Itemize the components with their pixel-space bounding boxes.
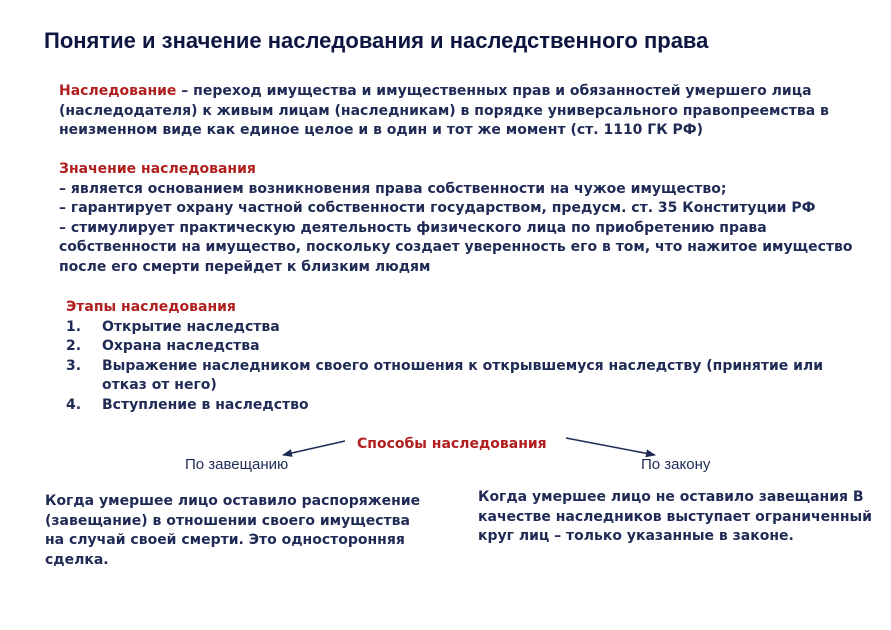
significance-heading: Значение наследования: [59, 161, 256, 177]
stage-text: Открытие наследства: [102, 318, 280, 335]
arrow-to-will: [283, 441, 345, 455]
by-will-label: По завещанию: [185, 456, 289, 473]
significance-item: – стимулирует практическую деятельность физического лица по приобретению права собственности на имущество, поскольку создает уверенность его в том, что нажитое имущество после его смерти перейдет к близким людям: [59, 219, 853, 275]
definition-term: Наследование: [59, 83, 177, 99]
stage-number: 1.: [66, 318, 82, 335]
stage-text: Вступление в наследство: [102, 396, 309, 413]
by-will-description: Когда умершее лицо оставило распоряжение (завещание) в отношении своего имущества на случай своей смерти. Это односторонняя сделка.: [45, 493, 421, 568]
stage-number: 3.: [66, 357, 82, 374]
page-title: Понятие и значение наследования и наследственного права: [44, 28, 709, 53]
significance-item: – гарантирует охрану частной собственности государством, предусм. ст. 35 Конституции РФ: [59, 200, 816, 216]
stage-text: Выражение наследником своего отношения к открывшемуся наследству (принятие или отказ от него): [102, 357, 824, 393]
significance-item: – является основанием возникновения права собственности на чужое имущество;: [59, 180, 727, 197]
stage-text: Охрана наследства: [102, 338, 260, 354]
definition-text: – переход имущества и имущественных прав и обязанностей умершего лица (наследодателя) к живым лицам (наследникам) в порядке универсального правопреемства в неизменном виде как единое целое и в один и тот же момент (ст. 1110 ГК РФ): [59, 83, 829, 138]
stages-heading: Этапы наследования: [66, 299, 236, 315]
by-law-description: Когда умершее лицо не оставило завещания В качестве наследников выступает ограниченный круг лиц – только указанные в законе.: [478, 489, 872, 544]
by-law-label: По закону: [641, 456, 711, 473]
stage-number: 4.: [66, 396, 82, 413]
stage-number: 2.: [66, 338, 82, 354]
methods-heading: Способы наследования: [357, 436, 547, 452]
arrow-to-law: [566, 438, 655, 455]
